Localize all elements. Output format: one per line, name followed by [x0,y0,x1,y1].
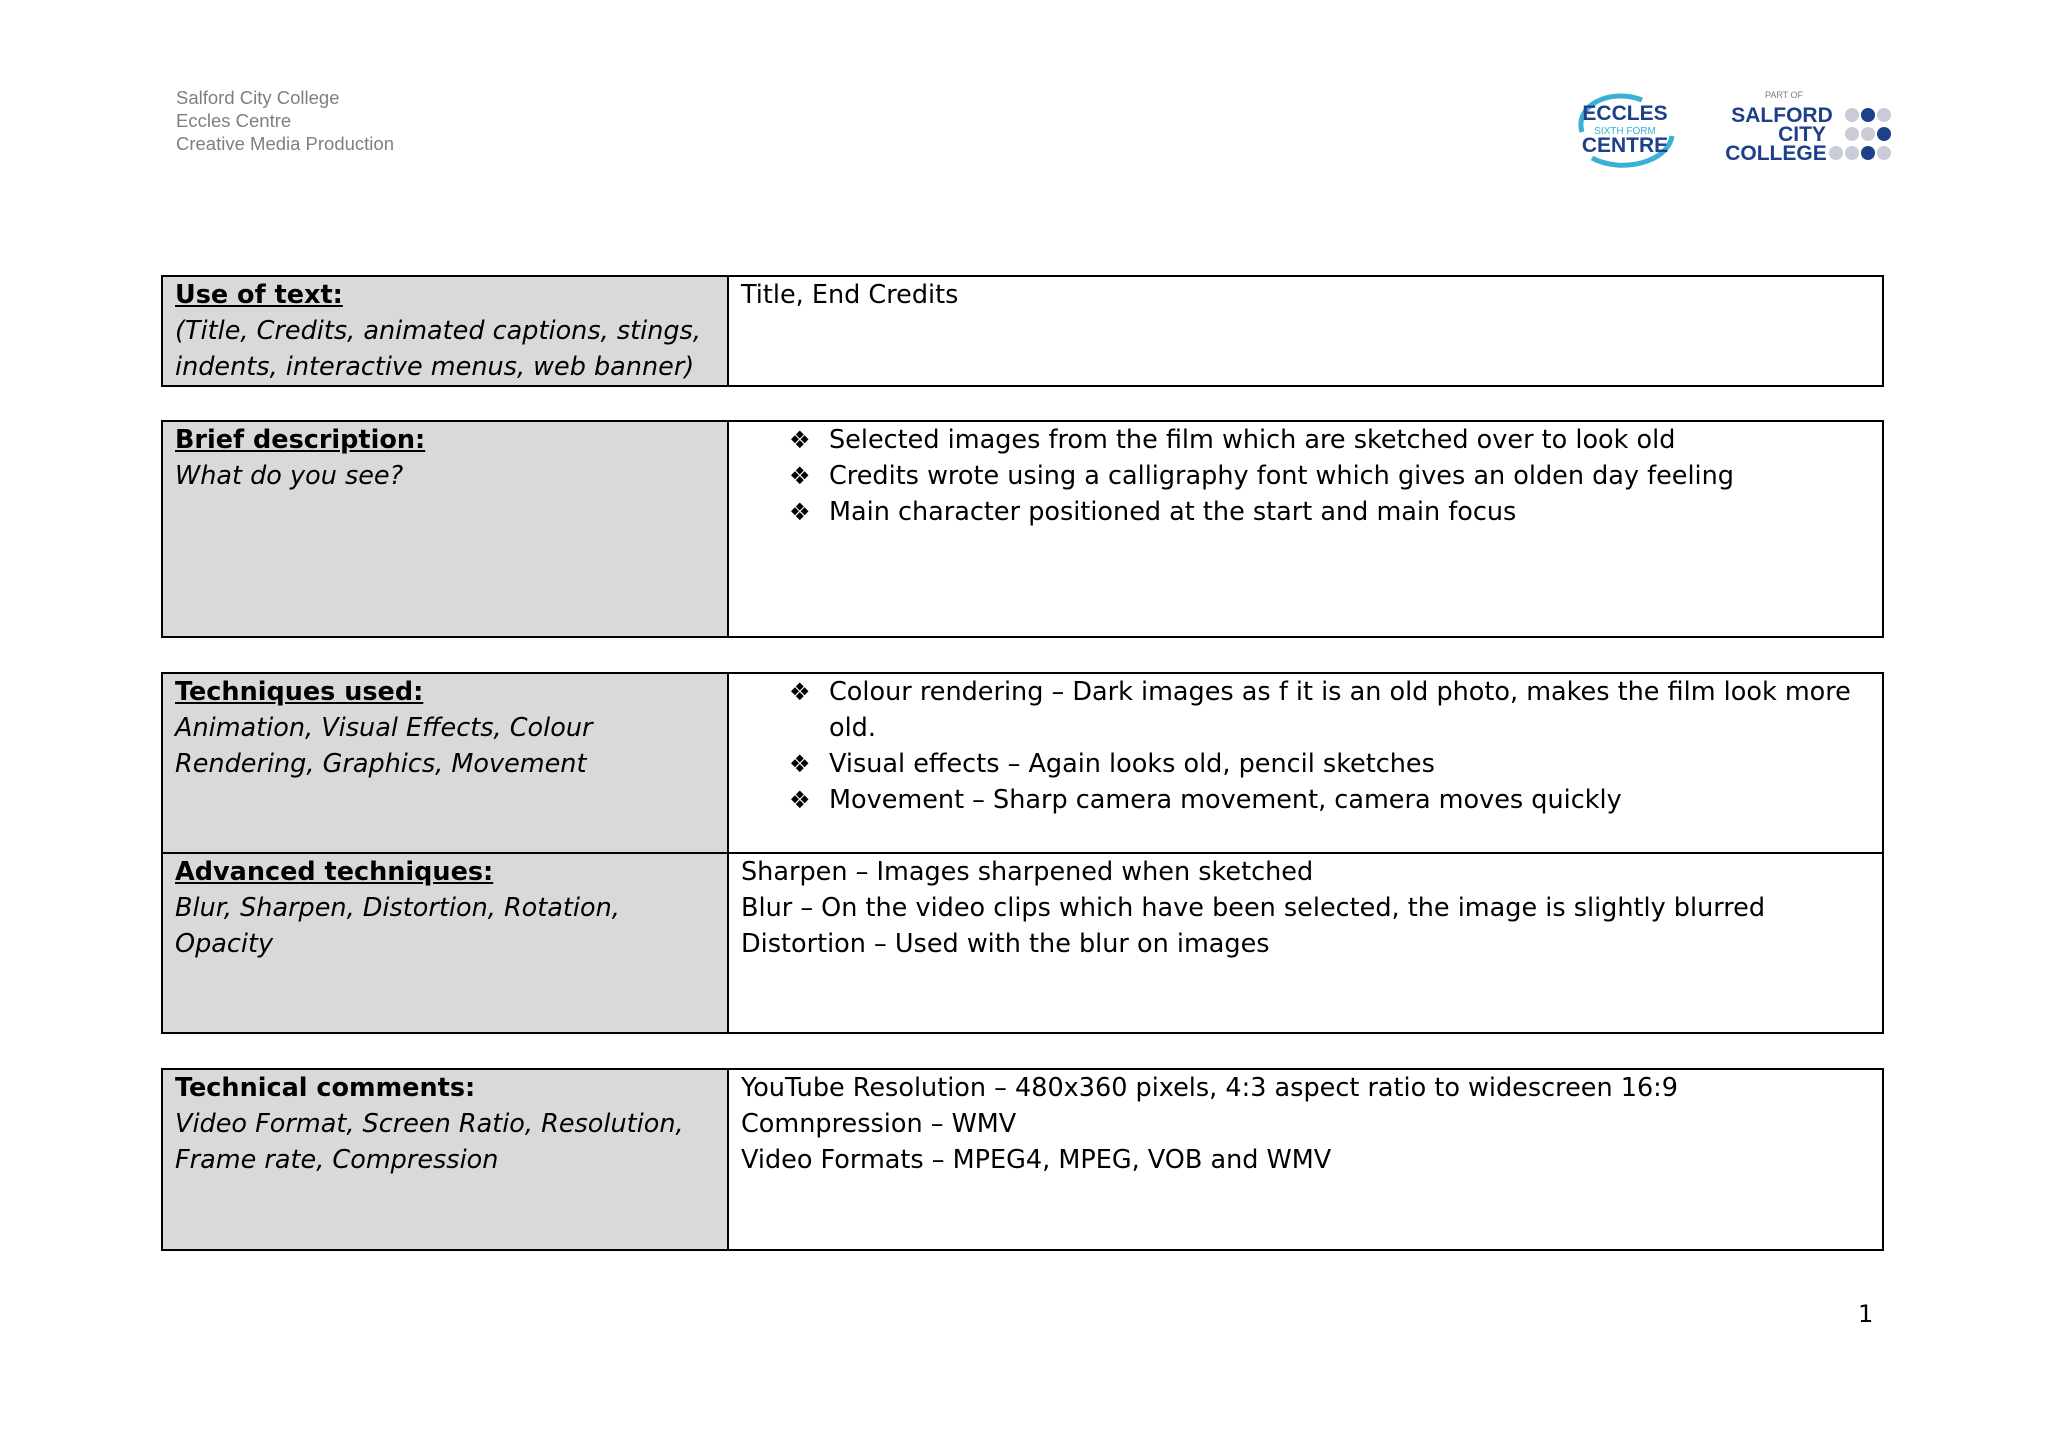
list-item [789,422,1870,458]
institution-line: Creative Media Production [176,133,394,154]
bullet-diamond-icon: ❖ [789,786,811,814]
advanced-techniques-hint: Blur, Sharpen, Distortion, Rotation, Opacity [175,893,620,959]
list-item [789,494,1870,530]
technical-comments-line: YouTube Resolution – 480x360 pixels, 4:3 aspect ratio to widescreen 16:9 [741,1073,1679,1103]
list-item-text: Selected images from the film which are sketched over to look old [829,425,1676,455]
eccles-centre-logo [1572,92,1678,168]
list-item-text: Colour rendering – Dark images as f it is an old photo, makes the film look more old. [829,677,1851,743]
technical-comments-value-cell [728,1069,1883,1250]
list-item-text: Movement – Sharp camera movement, camera moves quickly [829,785,1622,815]
technical-comments-table [161,1068,1884,1251]
use-of-text-value: Title, End Credits [741,280,959,310]
use-of-text-table [161,275,1884,387]
advanced-techniques-line: Sharpen – Images sharpened when sketched [741,857,1314,887]
salford-city-college-logo [1718,86,1894,170]
brief-description-table [161,420,1884,638]
list-item-text: Main character positioned at the start and main focus [829,497,1517,527]
techniques-used-value-cell [728,673,1883,853]
bullet-diamond-icon: ❖ [789,750,811,778]
techniques-used-label: Techniques used: [175,677,424,707]
bullet-diamond-icon: ❖ [789,678,811,706]
advanced-techniques-label-cell [162,853,728,1033]
techniques-used-hint: Animation, Visual Effects, Colour Rendering, Graphics, Movement [175,713,593,779]
advanced-techniques-value-cell [728,853,1883,1033]
technical-comments-line: Video Formats – MPEG4, MPEG, VOB and WMV [741,1145,1332,1175]
logo-dots [1829,108,1891,160]
page-number: 1 [1858,1300,1874,1328]
logo-text: CITY [1778,123,1826,146]
list-item [789,674,1870,746]
use-of-text-value-cell [728,276,1883,386]
use-of-text-label-cell [162,276,728,386]
logo-text: COLLEGE [1725,142,1827,165]
technical-comments-hint: Video Format, Screen Ratio, Resolution, Frame rate, Compression [175,1109,684,1175]
brief-description-label-cell [162,421,728,637]
list-item [789,458,1870,494]
institution-line: Eccles Centre [176,110,292,131]
advanced-techniques-line: Distortion – Used with the blur on images [741,929,1270,959]
bullet-diamond-icon: ❖ [789,426,811,454]
techniques-used-label-cell [162,673,728,853]
advanced-techniques-label: Advanced techniques: [175,857,494,887]
logo-text: ECCLES [1582,102,1668,125]
logo-text: SALFORD [1731,104,1833,127]
logo-text: PART OF [1764,90,1804,100]
techniques-used-list [741,674,1870,818]
techniques-table [161,672,1884,1034]
list-item [789,782,1870,818]
brief-description-value-cell [728,421,1883,637]
institution-header [176,86,394,155]
technical-comments-label: Technical comments: [175,1073,476,1103]
use-of-text-label: Use of text: [175,280,343,310]
brief-description-label: Brief description: [175,425,426,455]
technical-comments-label-cell [162,1069,728,1250]
use-of-text-hint: (Title, Credits, animated captions, stings, indents, interactive menus, web banner) [175,316,701,382]
brief-description-list [741,422,1870,530]
bullet-diamond-icon: ❖ [789,462,811,490]
list-item-text: Credits wrote using a calligraphy font which gives an olden day feeling [829,461,1734,491]
logo-text: SIXTH FORM [1594,126,1656,137]
bullet-diamond-icon: ❖ [789,498,811,526]
advanced-techniques-line: Blur – On the video clips which have been selected, the image is slightly blurred [741,893,1766,923]
list-item-text: Visual effects – Again looks old, pencil sketches [829,749,1435,779]
technical-comments-line: Comnpression – WMV [741,1109,1017,1139]
list-item [789,746,1870,782]
institution-line: Salford City College [176,87,340,108]
logo-text: CENTRE [1581,134,1669,157]
brief-description-hint: What do you see? [175,461,404,491]
